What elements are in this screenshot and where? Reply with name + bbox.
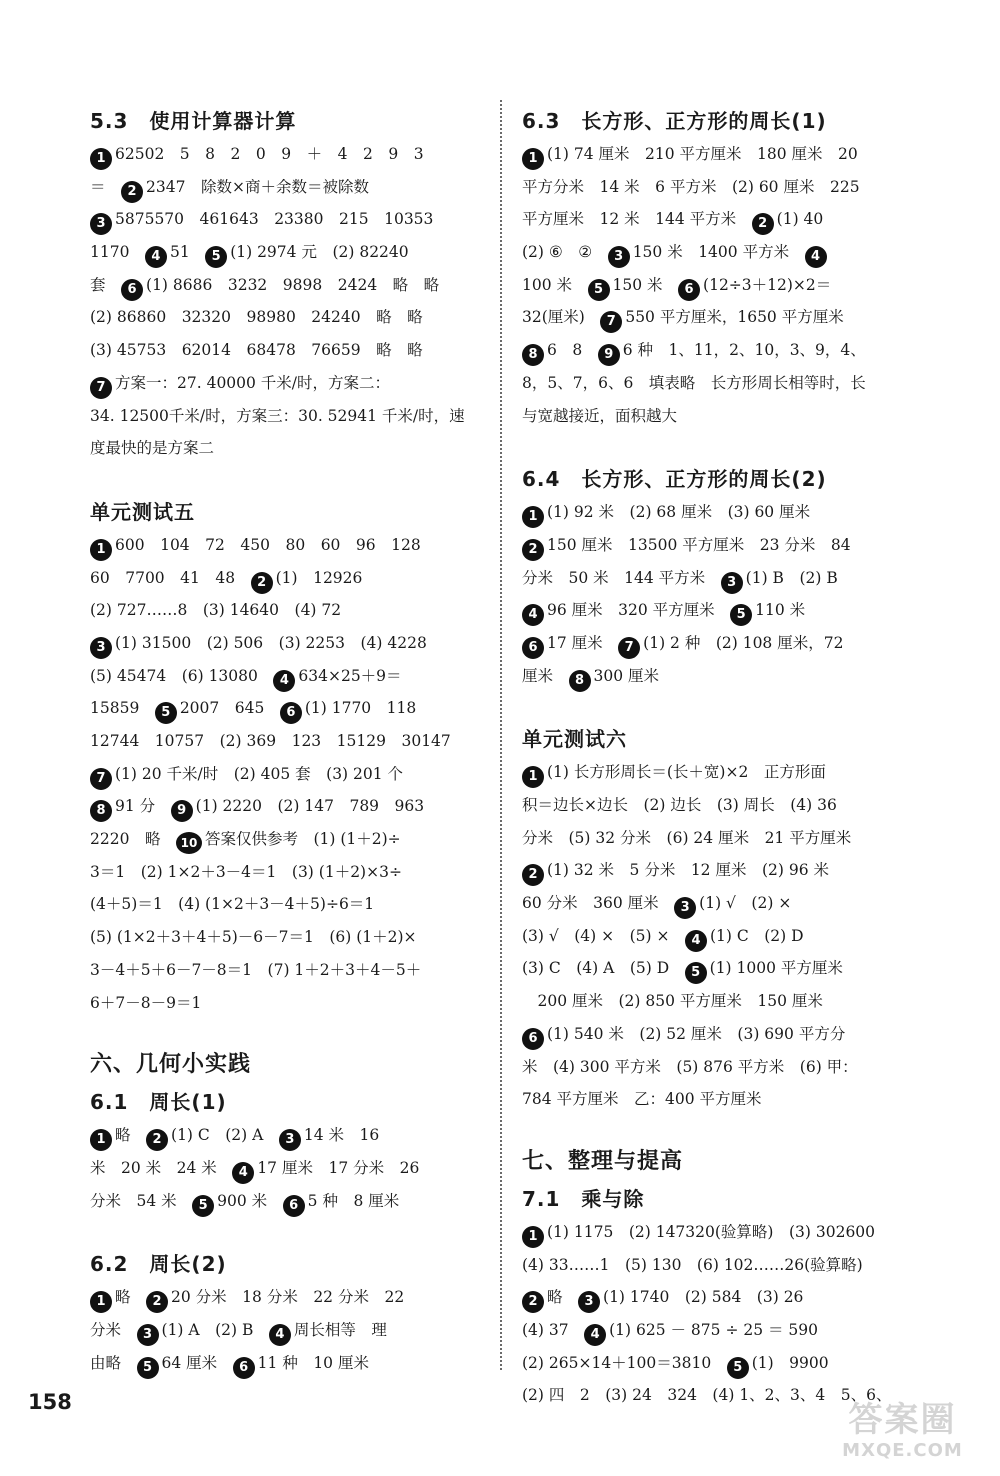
question-number-badge: 2 [146,1129,168,1151]
answer-line [90,301,490,334]
left-column [90,100,490,1379]
question-number-badge: 8 [90,800,112,822]
question-number-badge: 4 [269,1324,291,1346]
answer-block [90,138,490,465]
answer-line [90,725,490,758]
question-number-badge: 1 [522,148,544,170]
answer-text: 周长相等 理 [293,1320,387,1339]
answer-text: (1) C (2) D [710,926,804,945]
section-title: 6.2 周长(2) [90,1252,227,1277]
answer-line [90,367,490,400]
answer-line [522,789,922,822]
answer-text: 略 [115,1126,147,1145]
answer-line [90,823,490,856]
answer-text: 51 [169,243,206,262]
answer-text: 784 平方厘米 乙：400 平方厘米 [522,1090,762,1109]
question-number-badge: 2 [522,1291,544,1313]
answer-text: 略 [547,1288,579,1307]
answer-line [522,562,922,595]
answer-text: (2) ⑥ ② [522,243,608,262]
question-number-badge: 2 [522,864,544,886]
answer-text: 积＝边长×边长 (2) 边长 (3) 周长 (4) 36 [522,796,837,814]
answer-line [522,269,922,302]
answer-text: (1) 1175 (2) 147320(验算略) (3) 302600 [547,1222,876,1241]
answer-text: (5) 45474 (6) 13080 [90,666,274,685]
answer-text: (2) 265×14＋100＝3810 [522,1353,727,1372]
answer-line [522,1347,922,1380]
answer-line [90,562,490,595]
answer-text: 由略 [90,1353,137,1372]
answer-text: (5) (1×2＋3＋4＋5)－6－7＝1 (6) (1＋2)× [90,928,417,947]
answer-block [90,1281,490,1379]
answer-text: (1) 2974 元 (2) 82240 [230,243,409,262]
answer-line [522,236,922,269]
answer-text: 20 分米 18 分米 22 分米 22 [171,1288,405,1307]
answer-text: (1) 92 米 (2) 68 厘米 (3) 60 厘米 [547,503,811,522]
question-number-badge: 2 [752,213,774,235]
answer-line [90,888,490,921]
answer-line [522,594,922,627]
answer-text: 2347 除数×商＋余数＝被除数 [146,177,369,196]
answer-text: (1) A (2) B [161,1320,269,1339]
question-number-badge: 3 [90,637,112,659]
answer-line [90,692,490,725]
question-number-badge: 4 [685,930,707,952]
answer-line [522,854,922,887]
answer-line [522,171,922,204]
answer-line [522,822,922,855]
answer-line [522,367,922,400]
answer-line [90,138,490,171]
question-number-badge: 8 [569,670,591,692]
answer-line [522,138,922,171]
question-number-badge: 7 [618,637,640,659]
answer-line [522,1018,922,1051]
answer-line [90,790,490,823]
answer-text: (1) 长方形周长＝(长＋宽)×2 正方形面 [547,763,826,782]
answer-line [90,432,490,465]
answer-line [90,1185,490,1218]
answer-line [522,627,922,660]
answer-block [522,138,922,432]
answer-text: 900 米 [217,1191,283,1210]
answer-text: (12÷3＋12)×2＝ [703,275,832,294]
answer-text: (1) C (2) A [171,1126,279,1145]
answer-text: (4＋5)＝1 (4) (1×2＋3－4＋5)÷6＝1 [90,895,375,914]
question-number-badge: 1 [90,148,112,170]
question-number-badge: 4 [805,246,827,268]
chapter-title: 七、整理与提高 [522,1148,684,1174]
answer-line [90,400,490,433]
question-number-badge: 5 [685,962,707,984]
answer-text: (3) C (4) A (5) D [522,959,685,978]
answer-text: 平方厘米 12 米 144 平方米 [522,210,752,229]
answer-text: 3＝1 (2) 1×2＋3－4＝1 (3) (1＋2)×3÷ [90,862,402,881]
answer-line [522,529,922,562]
answer-line [522,400,922,433]
answer-text: (1) 12926 [275,568,363,587]
answer-text: (1) 8686 3232 9898 2424 略 略 [146,275,440,294]
answer-text: 600 104 72 450 80 60 96 128 [115,535,421,554]
answer-line [90,987,490,1020]
question-number-badge: 2 [146,1291,168,1313]
answer-line [522,952,922,985]
question-number-badge: 4 [145,246,167,268]
answer-text: 150 厘米 13500 平方厘米 23 分米 84 [547,535,851,554]
answer-text: 与宽越接近，面积越大 [522,406,678,425]
answer-line [90,1152,490,1185]
answer-text: (1) 2 种 (2) 108 厘米，72 [643,633,844,652]
answer-text: 度最快的是方案二 [90,439,215,458]
answer-text: (1) 2220 (2) 147 789 963 [195,797,425,816]
question-number-badge: 3 [608,246,630,268]
answer-text: (1) 31500 (2) 506 (3) 2253 (4) 4228 [115,633,427,652]
question-number-badge: 6 [283,1195,305,1217]
question-number-badge: 4 [273,670,295,692]
answer-text: 分米 50 米 144 平方米 [522,568,721,587]
question-number-badge: 4 [584,1324,606,1346]
answer-text: 64 厘米 [161,1353,233,1372]
question-number-badge: 7 [90,377,112,399]
column-divider [500,100,510,1370]
answer-text: 60 分米 360 厘米 [522,894,675,913]
question-number-badge: 1 [522,506,544,528]
answer-text: (1) 1770 118 [304,699,417,718]
question-number-badge: 9 [171,800,193,822]
answer-text: 150 米 [612,275,679,294]
answer-line [90,856,490,889]
answer-text: 91 分 [115,797,171,816]
question-number-badge: 1 [522,766,544,788]
answer-line [522,887,922,920]
answer-line [90,236,490,269]
answer-text: 17 厘米 [547,633,619,652]
watermark-bottom: MXQE.COM [842,1440,963,1461]
answer-text: (1) √ (2) × [699,894,792,913]
answer-text: (2) 86860 32320 98980 24240 略 略 [90,308,423,327]
answer-text: 11 种 10 厘米 [257,1353,369,1372]
question-number-badge: 6 [233,1357,255,1379]
answer-block [522,756,922,1116]
answer-text: 634×25＋9＝ [298,666,402,685]
answer-text: 米 (4) 300 平方米 (5) 876 平方米 (6) 甲： [522,1057,858,1076]
answer-text: 答案仅供参考 (1) (1＋2)÷ [204,830,401,849]
answer-text: 3－4＋5＋6－7－8＝1 (7) 1＋2＋3＋4－5＋ [90,960,422,979]
answer-text: 32(厘米) [522,308,601,327]
answer-block [90,1119,490,1217]
answer-text: (1) 1000 平方厘米 [709,959,843,978]
section-title: 单元测试六 [522,727,627,752]
question-number-badge: 6 [522,1028,544,1050]
question-number-badge: 5 [588,279,610,301]
answer-line [522,660,922,693]
question-number-badge: 10 [176,832,202,854]
answer-line [90,1347,490,1380]
question-number-badge: 7 [600,311,622,333]
answer-line [90,269,490,302]
section-title: 7.1 乘与除 [522,1186,645,1211]
question-number-badge: 6 [678,279,700,301]
question-number-badge: 1 [90,1129,112,1151]
answer-text: 6 8 [547,341,598,360]
answer-text: ＝ [90,177,122,196]
answer-text: (2) 四 2 (3) 24 324 (4) 1、2、3、4 5、6、 [522,1386,892,1405]
section-title: 6.4 长方形、正方形的周长(2) [522,467,827,492]
answer-text: 套 [90,275,122,294]
answer-line [522,496,922,529]
answer-line [522,1249,922,1282]
answer-line [522,985,922,1018]
question-number-badge: 5 [730,604,752,626]
watermark-logo [815,1400,990,1470]
answer-text: (1) 540 米 (2) 52 厘米 (3) 690 平方分 [547,1024,846,1043]
section-title: 6.1 周长(1) [90,1090,227,1115]
watermark-top: 答案圈 [848,1400,957,1440]
question-number-badge: 2 [251,572,273,594]
answer-text: 15859 [90,699,155,718]
answer-text: 分米 [90,1320,137,1339]
answer-text: (3) 45753 62014 68478 76659 略 略 [90,341,423,360]
question-number-badge: 2 [522,539,544,561]
question-number-badge: 6 [121,279,143,301]
question-number-badge: 5 [155,702,177,724]
answer-text: 6＋7－8－9＝1 [90,993,202,1012]
answer-text: (1) 1740 (2) 584 (3) 26 [603,1288,804,1307]
answer-text: 150 米 1400 平方米 [632,243,805,262]
question-number-badge: 3 [137,1324,159,1346]
answer-line [90,1281,490,1314]
answer-text: 1170 [90,243,145,262]
answer-line [522,203,922,236]
question-number-badge: 6 [522,637,544,659]
answer-text: (4) 37 [522,1320,585,1339]
answer-text: 5 种 8 厘米 [307,1191,400,1210]
question-number-badge: 3 [721,572,743,594]
right-column [522,100,922,1412]
answer-line [90,171,490,204]
answer-text: (1) B (2) B [745,568,838,587]
question-number-badge: 4 [232,1162,254,1184]
question-number-badge: 1 [90,539,112,561]
answer-line [522,756,922,789]
answer-line [522,1051,922,1084]
answer-text: 平方分米 14 米 6 平方米 (2) 60 厘米 225 [522,177,860,196]
answer-line [522,920,922,953]
answer-line [90,921,490,954]
answer-text: 110 米 [755,601,806,620]
answer-text: 2007 645 [179,699,280,718]
question-number-badge: 3 [279,1129,301,1151]
answer-text: (4) 33……1 (5) 130 (6) 102……26(验算略) [522,1255,863,1274]
answer-text: 550 平方厘米，1650 平方厘米 [625,308,844,327]
answer-text: 分米 54 米 [90,1191,193,1210]
question-number-badge: 1 [522,1226,544,1248]
question-number-badge: 5 [727,1357,749,1379]
answer-text: 60 7700 41 48 [90,568,251,587]
answer-text: (1) 40 [776,210,824,229]
answer-text: 17 厘米 17 分米 26 [257,1158,420,1177]
answer-text: 12744 10757 (2) 369 123 15129 30147 [90,732,451,750]
question-number-badge: 3 [578,1291,600,1313]
page-number: 158 [28,1390,72,1414]
answer-line [522,1281,922,1314]
answer-line [90,529,490,562]
answer-text: (1) 20 千米/时 (2) 405 套 (3) 201 个 [115,764,404,783]
question-number-badge: 5 [137,1357,159,1379]
answer-block [522,1216,922,1412]
answer-line [522,1083,922,1116]
answer-block [522,496,922,692]
answer-text: 2220 略 [90,830,176,849]
answer-line [522,301,922,334]
answer-text: (1) 9900 [751,1353,829,1372]
question-number-badge: 7 [90,768,112,790]
answer-line [90,627,490,660]
answer-line [522,1216,922,1249]
answer-text: (3) √ (4) × (5) × [522,926,685,945]
answer-text: (2) 727……8 (3) 14640 (4) 72 [90,601,342,620]
answer-text: 8，5、7，6、6 填表略 长方形周长相等时，长 [522,373,866,392]
answer-line [522,1314,922,1347]
answer-text: 14 米 16 [303,1126,380,1145]
answer-text: (1) 625 － 875 ÷ 25 ＝ 590 [609,1320,819,1339]
question-number-badge: 5 [205,246,227,268]
question-number-badge: 6 [280,702,302,724]
answer-text: 米 20 米 24 米 [90,1158,233,1177]
chapter-title: 六、几何小实践 [90,1052,252,1078]
section-title: 5.3 使用计算器计算 [90,109,297,133]
answer-text: 略 [115,1288,147,1307]
answer-line [90,1314,490,1347]
question-number-badge: 8 [522,344,544,366]
answer-text: (1) 32 米 5 分米 12 厘米 (2) 96 米 [547,861,830,880]
section-title: 单元测试五 [90,499,195,524]
answer-text: 96 厘米 320 平方厘米 [547,601,731,620]
section-title: 6.3 长方形、正方形的周长(1) [522,109,827,133]
question-number-badge: 2 [121,181,143,203]
answer-text: 300 厘米 [593,666,660,685]
question-number-badge: 3 [90,213,112,235]
question-number-badge: 1 [90,1291,112,1313]
question-number-badge: 9 [598,344,620,366]
question-number-badge: 4 [522,604,544,626]
answer-text: 5875570 461643 23380 215 10353 [115,210,434,229]
question-number-badge: 3 [674,897,696,919]
answer-text: 分米 (5) 32 分米 (6) 24 厘米 21 平方厘米 [522,828,852,847]
answer-text: 6 种 1、11，2、10，3、9，4、 [622,341,866,360]
answer-line [90,1119,490,1152]
answer-text: 厘米 [522,666,569,685]
answer-text: 34. 12500千米/时，方案三：30. 52941 千米/时，速 [90,406,465,425]
answer-line [90,758,490,791]
answer-text: 方案一：27. 40000 千米/时，方案二： [115,373,391,392]
answer-line [90,660,490,693]
answer-line [90,594,490,627]
answer-line [90,334,490,367]
question-number-badge: 5 [192,1195,214,1217]
answer-text: 100 米 [522,275,588,294]
answer-line [90,203,490,236]
answer-text: 62502 5 8 2 0 9 ＋ 4 2 9 3 [115,145,424,163]
answer-line [90,954,490,987]
answer-block [90,529,490,1019]
answer-text: (1) 74 厘米 210 平方厘米 180 厘米 20 [547,145,858,163]
answer-line [522,334,922,367]
answer-text: 200 厘米 (2) 850 平方厘米 150 厘米 [522,992,823,1011]
